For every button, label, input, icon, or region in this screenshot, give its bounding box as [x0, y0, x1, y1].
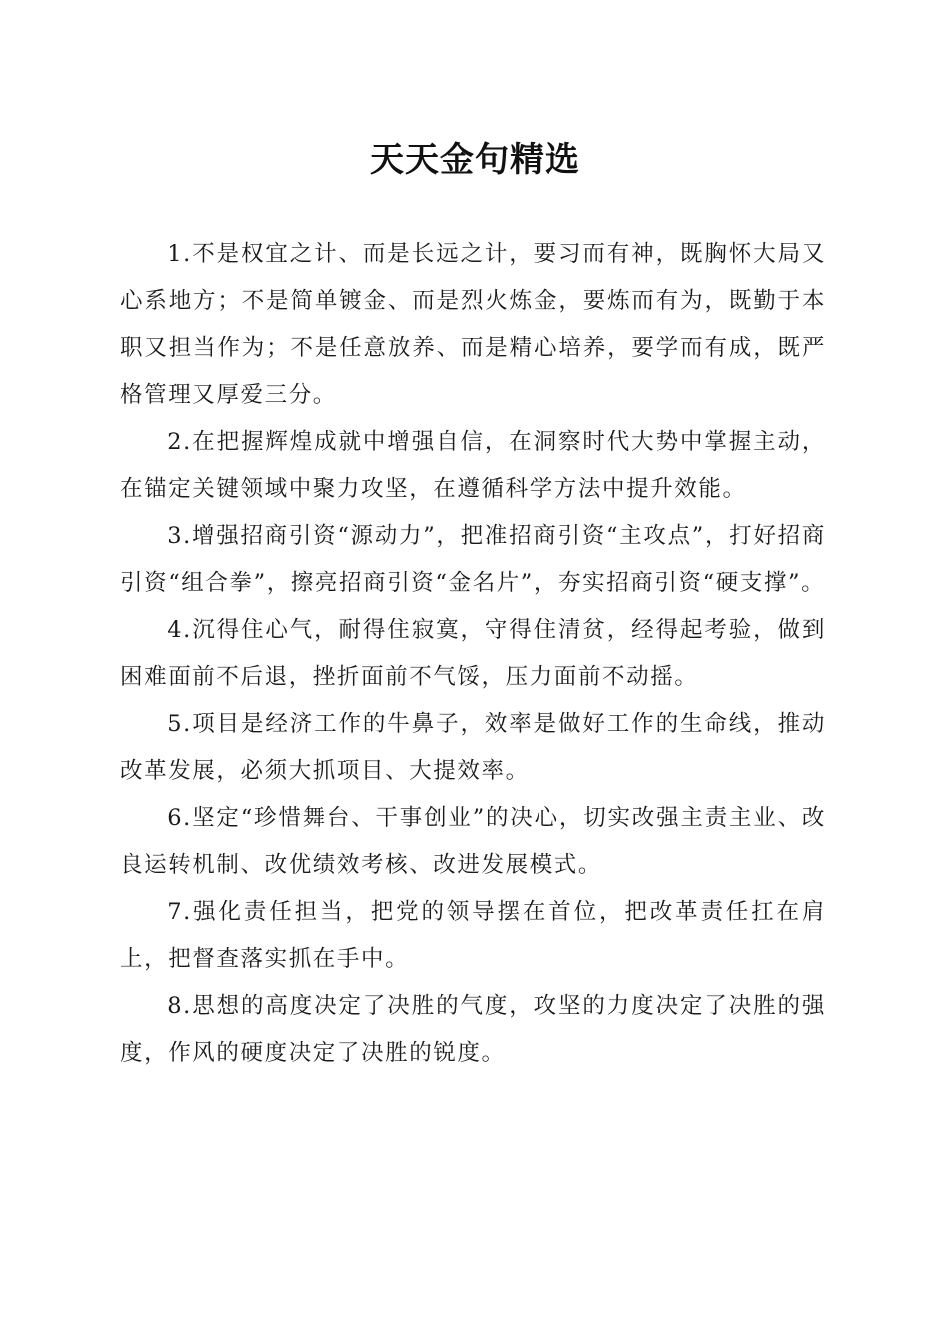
paragraph-7: 7.强化责任担当，把党的领导摆在首位，把改革责任扛在肩上，把督查落实抓在手中。	[120, 899, 826, 972]
document-body	[120, 231, 826, 1077]
paragraph-8: 8.思想的高度决定了决胜的气度，攻坚的力度决定了决胜的强度，作风的硬度决定了决胜的锐度。	[120, 993, 826, 1066]
paragraph-3: 3.增强招商引资“源动力”，把准招商引资“主攻点”，打好招商引资“组合拳”，擦亮招商引资“金名片”，夯实招商引资“硬支撑”。	[120, 523, 826, 596]
paragraph-1: 1.不是权宜之计、而是长远之计，要习而有神，既胸怀大局又心系地方；不是简单镀金、而是烈火炼金，要炼而有为，既勤于本职又担当作为；不是任意放养、而是精心培养，要学而有成，既严格管理又厚爱三分。	[120, 241, 826, 408]
paragraph-4: 4.沉得住心气，耐得住寂寞，守得住清贫，经得起考验，做到困难面前不后退，挫折面前不气馁，压力面前不动摇。	[120, 617, 826, 690]
paragraph-6: 6.坚定“珍惜舞台、干事创业”的决心，切实改强主责主业、改良运转机制、改优绩效考核、改进发展模式。	[120, 805, 826, 878]
document-title: 天天金句精选	[370, 140, 580, 180]
paragraph-5: 5.项目是经济工作的牛鼻子，效率是做好工作的生命线，推动改革发展，必须大抓项目、大提效率。	[120, 711, 826, 784]
paragraph-2: 2.在把握辉煌成就中增强自信，在洞察时代大势中掌握主动，在锚定关键领域中聚力攻坚，在遵循科学方法中提升效能。	[120, 429, 826, 502]
